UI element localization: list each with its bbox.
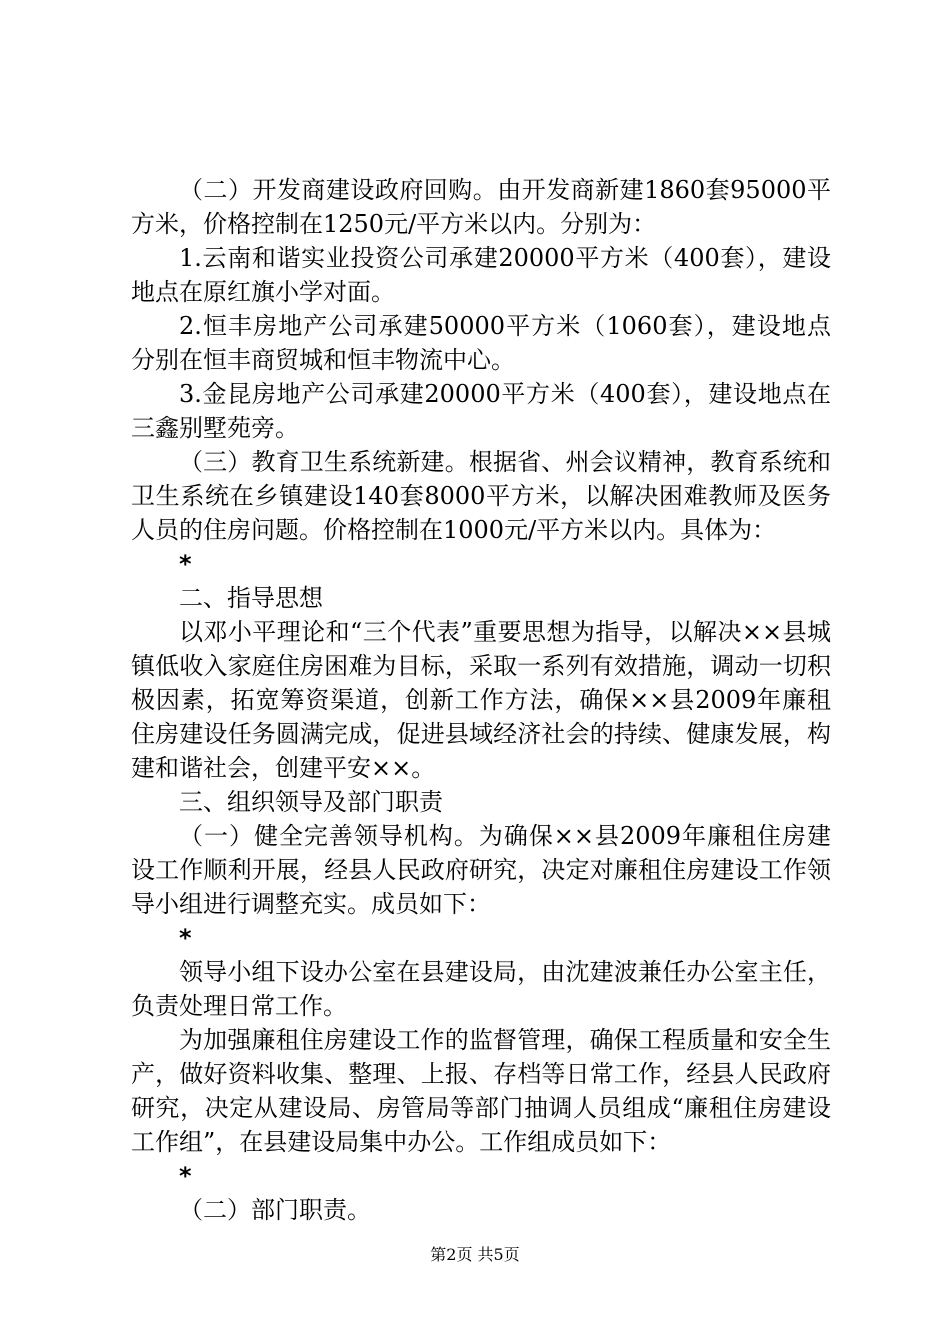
paragraph-item-1: 1.云南和谐实业投资公司承建20000平方米（400套），建设地点在原红旗小学对面。 [131,244,831,306]
page-footer [0,1244,950,1266]
paragraph-developer-buyback: （二）开发商建设政府回购。由开发商新建1860套95000平方米，价格控制在1250元/平方米以内。分别为： [131,176,831,238]
asterisk-marker: * [179,924,192,952]
paragraph-education-health: （三）教育卫生系统新建。根据省、州会议精神，教育系统和卫生系统在乡镇建设140套8000平方米，以解决困难教师及医务人员的住房问题。价格控制在1000元/平方米以内。具体为： [131,448,831,544]
section-heading-organization: 三、组织领导及部门职责 [179,788,443,816]
section-heading-guiding-thought: 二、指导思想 [179,584,323,612]
paragraph-work-group: 为加强廉租住房建设工作的监督管理，确保工程质量和安全生产，做好资料收集、整理、上报、存档等日常工作，经县人民政府研究，决定从建设局、房管局等部门抽调人员组成“廉租住房建设工作组”，在县建设局集中办公。工作组成员如下： [131,1026,831,1156]
asterisk-marker: * [179,1162,192,1190]
paragraph-item-3: 3.金昆房地产公司承建20000平方米（400套），建设地点在三鑫别墅苑旁。 [131,380,831,442]
paragraph-office: 领导小组下设办公室在县建设局，由沈建波兼任办公室主任，负责处理日常工作。 [131,958,831,1020]
paragraph-department-duties: （二）部门职责。 [179,1196,371,1224]
paragraph-guiding-thought: 以邓小平理论和“三个代表”重要思想为指导，以解决××县城镇低收入家庭住房困难为目标，采取一系列有效措施，调动一切积极因素，拓宽筹资渠道，创新工作方法，确保××县2009年廉租住房建设任务圆满完成，促进县域经济社会的持续、健康发展，构建和谐社会，创建平安××。 [131,618,831,782]
paragraph-leadership: （一）健全完善领导机构。为确保××县2009年廉租住房建设工作顺利开展，经县人民政府研究，决定对廉租住房建设工作领导小组进行调整充实。成员如下： [131,822,831,918]
document-body [131,173,831,1227]
paragraph-item-2: 2.恒丰房地产公司承建50000平方米（1060套），建设地点分别在恒丰商贸城和恒丰物流中心。 [131,312,831,374]
page-number: 第2页 共5页 [430,1245,520,1264]
asterisk-marker: * [179,550,192,578]
